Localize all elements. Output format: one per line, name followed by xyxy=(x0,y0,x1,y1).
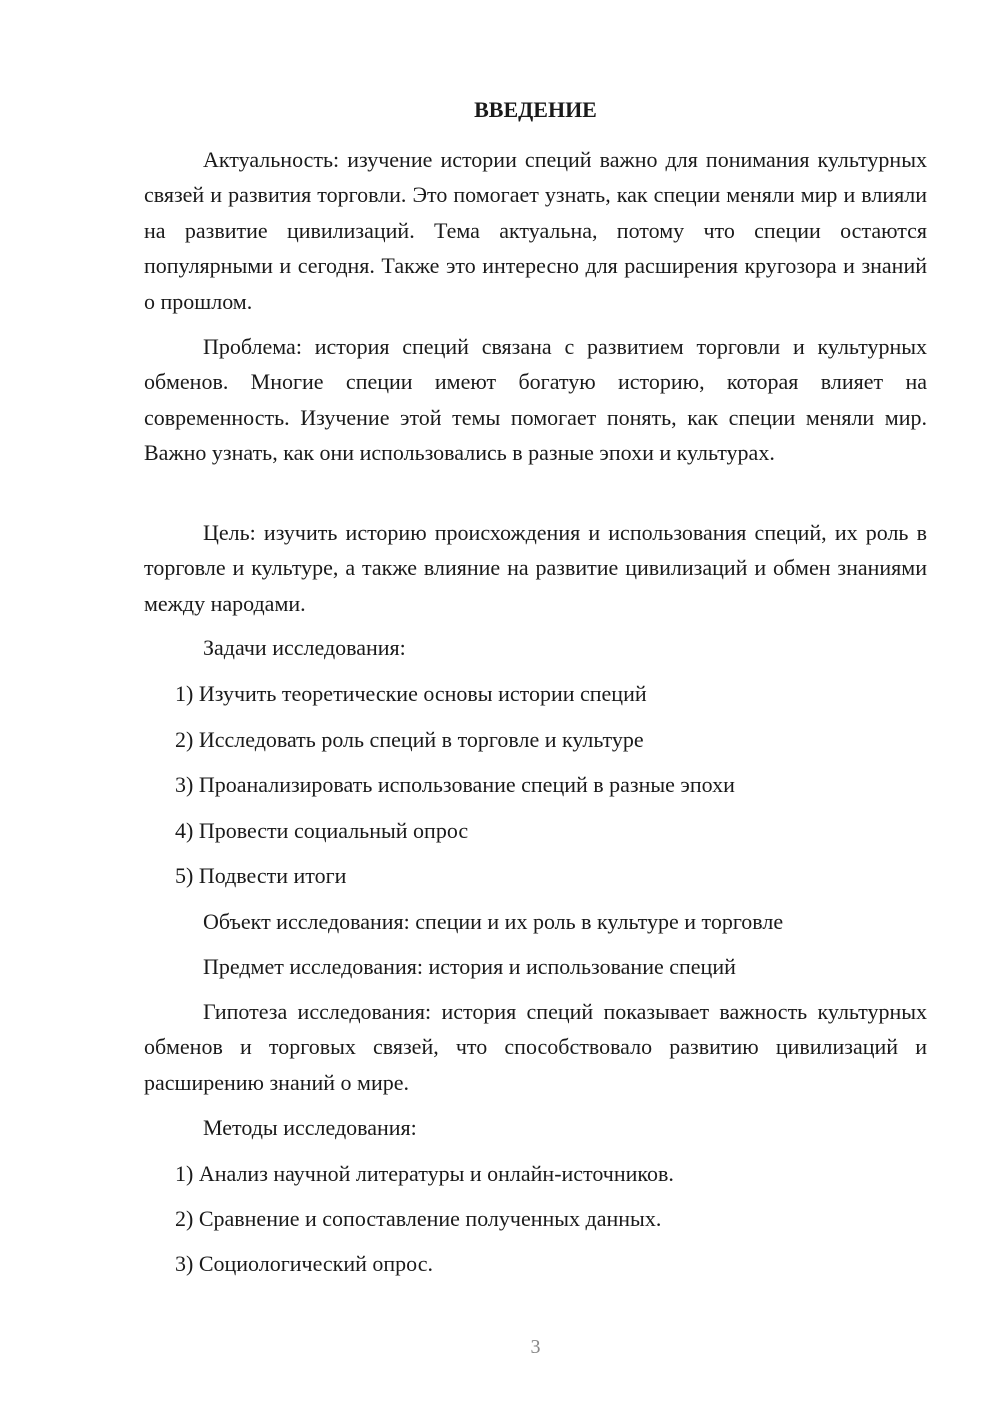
tasks-heading: Задачи исследования: xyxy=(203,635,406,660)
methods-heading: Методы исследования: xyxy=(203,1115,417,1140)
task-item: 4) Провести социальный опрос xyxy=(175,818,469,843)
research-object: Объект исследования: специи и их роль в культуре и торговле xyxy=(203,909,784,934)
page-number: 3 xyxy=(530,1336,541,1358)
goal-paragraph: Цель: изучить историю происхождения и использования специй, их роль в торговле и культуре, а также влияние на развитие цивилизаций и обмен знаниями между народами. xyxy=(144,520,927,616)
problem-paragraph: Проблема: история специй связана с развитием торговли и культурных обменов. Многие специи имеют богатую историю, которая влияет на современность. Изучение этой темы помогает понять, как специи меняли мир. Важно узнать, как они использовались в разные эпохи и культурах. xyxy=(144,334,927,466)
relevance-paragraph: Актуальность: изучение истории специй важно для понимания культурных связей и развития торговли. Это помогает узнать, как специи меняли мир и влияли на развитие цивилизаций. Тема актуальна, потому что специи остаются популярными и сегодня. Также это интересно для расширения кругозора и знаний о прошлом. xyxy=(144,147,927,314)
page-title: ВВЕДЕНИЕ xyxy=(474,97,597,122)
task-item: 3) Проанализировать использование специй в разные эпохи xyxy=(175,772,735,797)
method-item: 2) Сравнение и сопоставление полученных данных. xyxy=(175,1206,662,1231)
method-item: 1) Анализ научной литературы и онлайн-источников. xyxy=(175,1161,674,1186)
research-subject: Предмет исследования: история и использование специй xyxy=(203,954,736,979)
task-item: 2) Исследовать роль специй в торговле и культуре xyxy=(175,727,644,752)
task-item: 1) Изучить теоретические основы истории специй xyxy=(175,681,647,706)
hypothesis-paragraph: Гипотеза исследования: история специй показывает важность культурных обменов и торговых связей, что способствовало развитию цивилизаций и расширению знаний о мире. xyxy=(144,999,927,1095)
task-item: 5) Подвести итоги xyxy=(175,863,347,888)
method-item: 3) Социологический опрос. xyxy=(175,1251,433,1276)
